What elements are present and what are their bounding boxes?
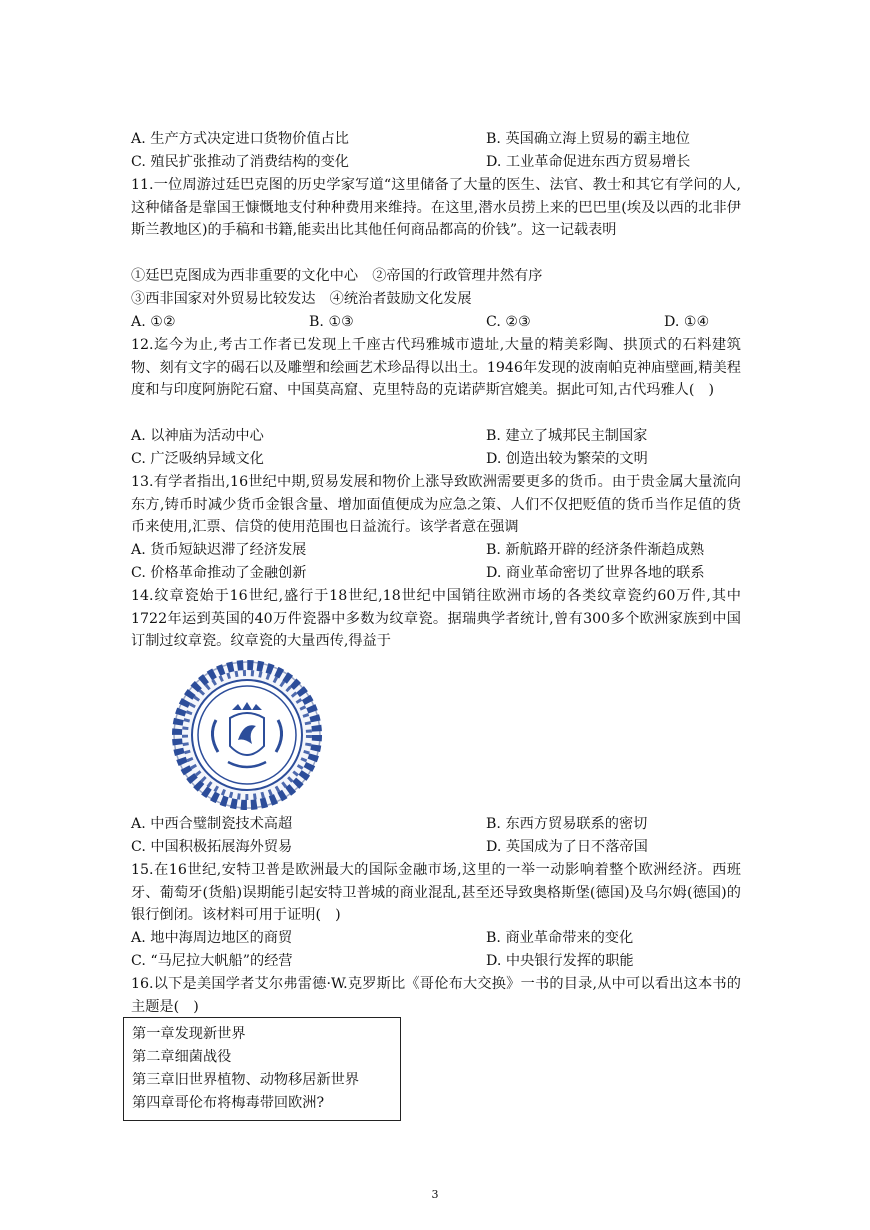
q14-stem: 14.纹章瓷始于16世纪,盛行于18世纪,18世纪中国销往欧洲市场的各类纹章瓷约60万件,其中1722年运到英国的40万件瓷器中多数为纹章瓷。据瑞典学者统计,曾有300多个欧洲家族到中国订制过纹章瓷。纹章瓷的大量西传,得益于 bbox=[131, 588, 741, 649]
q13-option-c[interactable]: C. 价格革命推动了金融创新 bbox=[131, 565, 307, 581]
q11-option-d[interactable]: D. ①④ bbox=[664, 314, 710, 330]
q10-option-d[interactable]: D. 工业革命促进东西方贸易增长 bbox=[486, 154, 691, 170]
q10-option-c[interactable]: C. 殖民扩张推动了消费结构的变化 bbox=[131, 154, 349, 170]
q15-option-d[interactable]: D. 中央银行发挥的职能 bbox=[486, 953, 634, 969]
armorial-porcelain-plate-image bbox=[172, 660, 322, 810]
toc-chapter-4: 第四章哥伦布将梅毒带回欧洲? bbox=[132, 1095, 325, 1111]
q12-option-d[interactable]: D. 创造出较为繁荣的文明 bbox=[486, 451, 648, 467]
q11-statements-line-2: ③西非国家对外贸易比较发达 ④统治者鼓励文化发展 bbox=[131, 291, 472, 307]
q11-option-a[interactable]: A. ①② bbox=[131, 314, 176, 330]
q13-option-a[interactable]: A. 货币短缺迟滞了经济发展 bbox=[131, 542, 307, 558]
q12-option-b[interactable]: B. 建立了城邦民主制国家 bbox=[486, 428, 648, 444]
q15-stem: 15.在16世纪,安特卫普是欧洲最大的国际金融市场,这里的一举一动影响着整个欧洲经济。西班牙、葡萄牙(货船)误期能引起安特卫普城的商业混乱,甚至还导致奥格斯堡(德国)及乌尔姆(德国)的银行倒闭。该材料可用于证明( ) bbox=[131, 862, 741, 923]
q15-option-c[interactable]: C. “马尼拉大帆船”的经营 bbox=[131, 953, 293, 969]
q13-option-b[interactable]: B. 新航路开辟的经济条件渐趋成熟 bbox=[486, 542, 705, 558]
q13-option-d[interactable]: D. 商业革命密切了世界各地的联系 bbox=[486, 565, 705, 581]
q11-stem: 11.一位周游过廷巴克图的历史学家写道“这里储备了大量的医生、法官、教士和其它有学问的人,这种储备是靠国王慷慨地支付种种费用来维持。在这里,潜水员捞上来的巴巴里(埃及以西的北非伊斯兰教地区)的手稿和书籍,能卖出比其他任何商品都高的价钱”。这一记载表明 bbox=[131, 177, 741, 238]
q14-option-d[interactable]: D. 英国成为了日不落帝国 bbox=[486, 839, 648, 855]
q11-option-b[interactable]: B. ①③ bbox=[309, 314, 354, 330]
toc-chapter-1: 第一章发现新世界 bbox=[132, 1026, 246, 1042]
toc-chapter-3: 第三章旧世界植物、动物移居新世界 bbox=[132, 1072, 360, 1088]
q10-option-a[interactable]: A. 生产方式决定进口货物价值占比 bbox=[131, 131, 349, 147]
q15-option-a[interactable]: A. 地中海周边地区的商贸 bbox=[131, 930, 293, 946]
q10-option-b[interactable]: B. 英国确立海上贸易的霸主地位 bbox=[486, 131, 690, 147]
q15-option-b[interactable]: B. 商业革命带来的变化 bbox=[486, 930, 634, 946]
q16-stem: 16.以下是美国学者艾尔弗雷德·W.克罗斯比《哥伦布大交换》一书的目录,从中可以看出这本书的主题是( ) bbox=[131, 976, 741, 1015]
q12-option-a[interactable]: A. 以神庙为活动中心 bbox=[131, 428, 264, 444]
q14-option-c[interactable]: C. 中国积极拓展海外贸易 bbox=[131, 839, 293, 855]
q14-option-b[interactable]: B. 东西方贸易联系的密切 bbox=[486, 816, 648, 832]
q14-option-a[interactable]: A. 中西合璧制瓷技术高超 bbox=[131, 816, 293, 832]
q13-stem: 13.有学者指出,16世纪中期,贸易发展和物价上涨导致欧洲需要更多的货币。由于贵金属大量流向东方,铸币时减少货币金银含量、增加面值便成为应急之策、人们不仅把贬值的货币当作足值的货币来使用,汇票、信贷的使用范围也日益流行。该学者意在强调 bbox=[131, 474, 741, 535]
toc-chapter-2: 第二章细菌战役 bbox=[132, 1049, 232, 1065]
q11-option-c[interactable]: C. ②③ bbox=[486, 314, 531, 330]
book-table-of-contents bbox=[123, 1017, 401, 1121]
q12-stem: 12.迄今为止,考古工作者已发现上千座古代玛雅城市遗址,大量的精美彩陶、拱顶式的石料建筑物、刻有文字的碣石以及雕塑和绘画艺术珍品得以出土。1946年发现的波南帕克神庙壁画,精美程度和与印度阿旃陀石窟、中国莫高窟、克里特岛的克诺萨斯宫媲美。据此可知,古代玛雅人( ) bbox=[131, 337, 741, 398]
page-number: 3 bbox=[431, 1188, 439, 1201]
q11-statements-line-1: ①廷巴克图成为西非重要的文化中心 ②帝国的行政管理井然有序 bbox=[131, 268, 543, 284]
q12-option-c[interactable]: C. 广泛吸纳异域文化 bbox=[131, 451, 264, 467]
